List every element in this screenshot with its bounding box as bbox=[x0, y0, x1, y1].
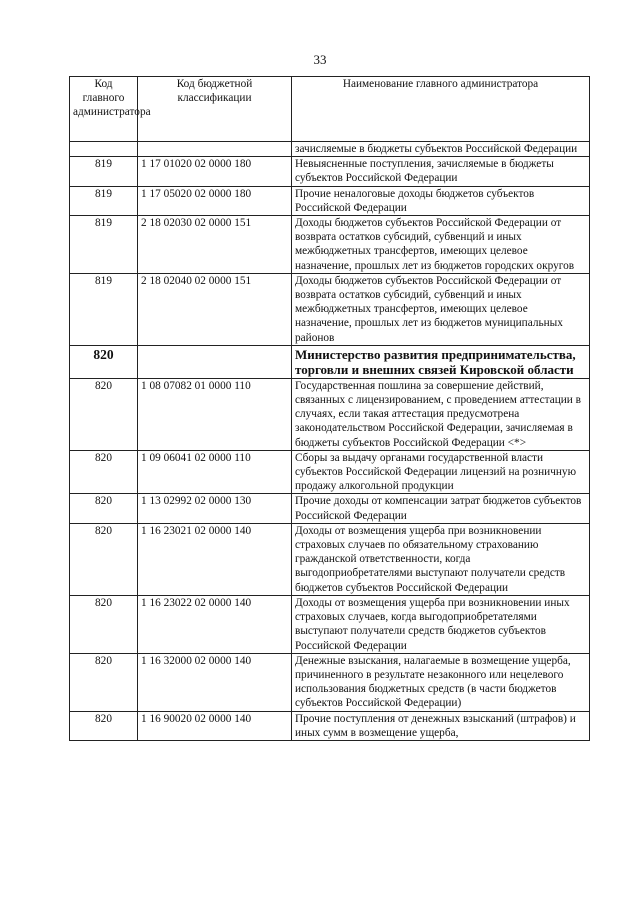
page-number: 33 bbox=[313, 52, 327, 67]
cell-admin-name: Денежные взыскания, налагаемые в возмещение ущерба, причиненного в результате незаконного или нецелевого использования бюджетных средств (в части бюджетов субъектов Российской Федерации) bbox=[292, 653, 590, 711]
table-row bbox=[70, 157, 590, 186]
cell-admin-name: Прочие доходы от компенсации затрат бюджетов субъектов Российской Федерации bbox=[292, 494, 590, 523]
header-admin-code: Код главного администратора bbox=[70, 77, 138, 142]
header-budget-code: Код бюджетной классификации bbox=[138, 77, 292, 142]
cell-admin-name: Государственная пошлина за совершение действий, связанных с лицензированием, с проведением аттестации в случаях, если такая аттестация предусмотрена законодательством Российской Федерации, зачисляемая в бюджеты субъектов Российской Федерации <*> bbox=[292, 378, 590, 450]
cell-budget-code: 1 08 07082 01 0000 110 bbox=[138, 378, 292, 450]
cell-admin-name: Доходы от возмещения ущерба при возникновении страховых случаев по обязательному страхованию гражданской ответственности, когда выгодоприобретателями выступают получатели средств бюджетов субъектов Российской Федерации bbox=[292, 523, 590, 595]
cell-admin-name: Министерство развития предпринимательства, торговли и внешних связей Кировской области bbox=[292, 345, 590, 378]
cell-admin-code: 820 bbox=[70, 711, 138, 740]
table-row bbox=[70, 142, 590, 157]
table-row bbox=[70, 186, 590, 215]
cell-admin-name: Сборы за выдачу органами государственной власти субъектов Российской Федерации лицензий на розничную продажу алкогольной продукции bbox=[292, 450, 590, 494]
cell-budget-code: 2 18 02030 02 0000 151 bbox=[138, 216, 292, 274]
cell-admin-name: Невыясненные поступления, зачисляемые в бюджеты субъектов Российской Федерации bbox=[292, 157, 590, 186]
cell-admin-code: 820 bbox=[70, 653, 138, 711]
cell-budget-code: 2 18 02040 02 0000 151 bbox=[138, 273, 292, 345]
table-row bbox=[70, 595, 590, 653]
cell-admin-name: Прочие неналоговые доходы бюджетов субъектов Российской Федерации bbox=[292, 186, 590, 215]
table-row bbox=[70, 450, 590, 494]
table-row bbox=[70, 494, 590, 523]
cell-admin-code: 820 bbox=[70, 450, 138, 494]
cell-budget-code: 1 16 32000 02 0000 140 bbox=[138, 653, 292, 711]
cell-admin-name: Прочие поступления от денежных взысканий (штрафов) и иных сумм в возмещение ущерба, bbox=[292, 711, 590, 740]
cell-admin-name: Доходы бюджетов субъектов Российской Федерации от возврата остатков субсидий, субвенций и иных межбюджетных трансфертов, имеющих целевое назначение, прошлых лет из бюджетов муниципальных районов bbox=[292, 273, 590, 345]
table-row bbox=[70, 273, 590, 345]
cell-budget-code: 1 17 01020 02 0000 180 bbox=[138, 157, 292, 186]
cell-admin-name: Доходы бюджетов субъектов Российской Федерации от возврата остатков субсидий, субвенций и иных межбюджетных трансфертов, имеющих целевое назначение, прошлых лет из бюджетов городских округов bbox=[292, 216, 590, 274]
cell-admin-code: 819 bbox=[70, 273, 138, 345]
cell-admin-code: 820 bbox=[70, 345, 138, 378]
table-row bbox=[70, 653, 590, 711]
table-row bbox=[70, 378, 590, 450]
table-row bbox=[70, 711, 590, 740]
cell-budget-code bbox=[138, 345, 292, 378]
cell-admin-code bbox=[70, 142, 138, 157]
table-row bbox=[70, 216, 590, 274]
cell-budget-code: 1 16 23022 02 0000 140 bbox=[138, 595, 292, 653]
cell-budget-code: 1 16 90020 02 0000 140 bbox=[138, 711, 292, 740]
cell-budget-code: 1 16 23021 02 0000 140 bbox=[138, 523, 292, 595]
cell-admin-code: 819 bbox=[70, 216, 138, 274]
cell-admin-code: 819 bbox=[70, 157, 138, 186]
cell-budget-code: 1 09 06041 02 0000 110 bbox=[138, 450, 292, 494]
cell-budget-code: 1 17 05020 02 0000 180 bbox=[138, 186, 292, 215]
table-row bbox=[70, 345, 590, 378]
budget-classification-table bbox=[69, 76, 590, 741]
header-admin-name: Наименование главного администратора bbox=[292, 77, 590, 142]
table-body bbox=[70, 142, 590, 741]
cell-admin-code: 820 bbox=[70, 378, 138, 450]
cell-budget-code bbox=[138, 142, 292, 157]
cell-budget-code: 1 13 02992 02 0000 130 bbox=[138, 494, 292, 523]
cell-admin-code: 820 bbox=[70, 595, 138, 653]
table-header-row bbox=[70, 77, 590, 142]
cell-admin-code: 819 bbox=[70, 186, 138, 215]
table-row bbox=[70, 523, 590, 595]
cell-admin-code: 820 bbox=[70, 494, 138, 523]
cell-admin-name: зачисляемые в бюджеты субъектов Российской Федерации bbox=[292, 142, 590, 157]
cell-admin-name: Доходы от возмещения ущерба при возникновении иных страховых случаев, когда выгодоприобретателями выступают получатели средств бюджетов субъектов Российской Федерации bbox=[292, 595, 590, 653]
cell-admin-code: 820 bbox=[70, 523, 138, 595]
